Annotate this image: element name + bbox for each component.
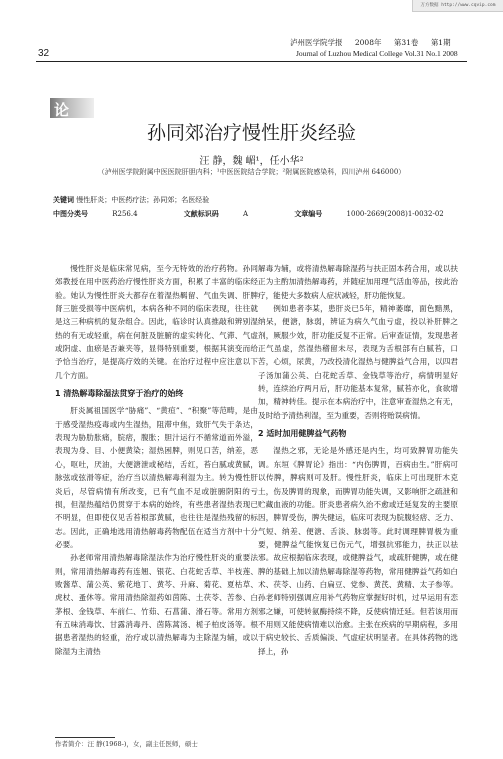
- section-tag-label: 论 著: [54, 101, 73, 140]
- source-watermark: 万方数据 http://www.cqvip.com: [412, 0, 503, 12]
- doc-code-value: A: [243, 210, 249, 218]
- keywords-value: 慢性肝炎；中医药疗法；孙同郊；名医经验: [76, 196, 210, 204]
- section-tag: [48, 98, 96, 140]
- body-column-right: [258, 262, 458, 658]
- section-heading-1: 1 清热解毒除湿法贯穿于治疗的始终: [55, 389, 184, 399]
- clc-value: R256.4: [112, 210, 138, 218]
- classification-line: [53, 209, 488, 219]
- author-footnote: 作者简介：汪 静(1968-)，女，副主任医师，硕士: [55, 740, 198, 748]
- journal-issue: 第1期: [430, 38, 451, 47]
- journal-name-cn: 泸州医学院学报: [290, 38, 343, 47]
- article-no-value: 1000-2669(2008)1-0032-02: [346, 210, 444, 218]
- doc-code-label: 文献标识码: [183, 210, 219, 218]
- body-column-left: [55, 262, 258, 658]
- paragraph-intro: 慢性肝炎是临床常见病，至今无特效的治疗药物。孙同郊教授在用中医药治疗慢性肝炎方面，积累了丰富的临床经验。她认为慢性肝炎大都存在着湿热羁留、气血失调、肝脾肾三脏受损等中医病机，本病各种不同的临床表现，往往就是这三种病机的复杂组合。因此，临诊时认真推敲和辨别湿热的有无或轻重，病在何脏及脏腑的虚实转化、气滞、气虚或阴虚、血瘀是否兼夹等，显得特别重要，根据其演变而给予恰当治疗，是提高疗效的关键。在治疗过程中应注意以下几个方面。: [55, 264, 258, 380]
- paragraph-case-example: 例如患者李某，患肝炎已5年，精神萎靡，面色黯黑，纳呆，便溏，脉弱，辨证为病久气血亏虚，投以补肝脾之剂，厥服少效，肝功能反复不正常。后审查证情，发现患者正气虽虚，然湿热稽留未尽，表现为舌根部有白腻苔，口苦，心烦，尿黄，乃改投清化湿热与健脾益气合用，以四君子汤加蒲公英、白花蛇舌草、金钱草等治疗，病情明显好转，连续治疗两月后，肝功能基本复常，腻苔亦化，食欲增加，精神转佳。提示在本病治疗中，注意审查湿热之有无，及时给予清热利湿，至为重要，否则将贻误病情。: [258, 304, 458, 420]
- keywords-line: [53, 195, 209, 205]
- journal-header-cn: [290, 37, 461, 48]
- journal-volume: 第31卷: [393, 38, 419, 47]
- page-number: 32: [38, 48, 50, 59]
- keywords-label: 关键词: [53, 196, 74, 204]
- clc-label: 中图分类号: [53, 210, 88, 218]
- footnote-divider: [55, 737, 115, 738]
- journal-year: 2008年: [354, 38, 382, 47]
- article-title: 孙同郊治疗慢性肝炎经验: [146, 122, 356, 144]
- paragraph-section2: 湿热之邪，无论是外感还是内生，均可致脾胃功能失调。东垣《脾胃论》指出：“内伤脾胃，百病由生。”肝病可以传脾，脾病则可及肝。慢性肝炎，临床上可出现肝木克土，伤及脾胃的现象，而脾胃功能失调，又影响肝之疏泄和贮藏血液的功能。肝炎患者病久治不愈或迁延复发的主要原因，脾胃受伤，脾失健运，临床可表现为脘腹轻痞、乏力、气短、纳差、便溏、舌淡、脉弱等。此时调理脾胃极为重要，健脾益气能恢复已伤元气，增强抗邪能力，扶正以祛邪。故应根据临床表现，或健脾益气，或疏肝健脾，或在健脾的基础上加以清热解毒除湿等药物，常用健脾益气药如白术、茯苓、山药、白扁豆、党参、黄芪、黄精、太子参等。孙老师特别强调应用补气药物应掌握好时机，过早运用有恋邪之嫌，可使转氨酶持续不降，反使病情迁延。但若该用而不用则又能使病情难以治愈。主张在疾病的早期病程，多用于病史较长、舌质偏淡、气虚症状明显者。在具体药物的选择上，孙: [258, 446, 458, 656]
- article-authors: 汪 静，魏 嵋¹，任小华²: [199, 156, 304, 167]
- article-no-label: 文章编号: [294, 210, 323, 218]
- article-affiliation: （泸州医学院附属中医医院肝胆内科；¹中医医院结合学院；²附属医院感染科，四川泸州 646000）: [97, 168, 406, 176]
- section-heading-2: 2 适时加用健脾益气药物: [258, 429, 347, 439]
- journal-header-en: Journal of Luzhou Medical College Vol.31 No.1 2008: [296, 49, 458, 58]
- header-divider: [36, 61, 467, 62]
- paragraph-section1-b: 孙老师常用清热解毒除湿法作为治疗慢性肝炎的重要法则，常用清热解毒药有连翘、银花、白花蛇舌草、半枝莲、败酱草、蒲公英、紫花地丁、黄芩、升麻、菊花、夏枯草、虎杖、蚤休等。常用清热除湿药如茵陈、土茯苓、苦参、白茅根、金钱草、车前仁、竹茹、石菖蒲、滑石等。常用方剂有五味消毒饮、甘露消毒丹、茵陈蒿汤、栀子柏皮汤等。根据患者湿热的轻重，治疗或以清热解毒为主除湿为辅，或以除湿为主清热: [55, 553, 258, 656]
- paragraph-section1-c: 解毒为辅，或将清热解毒除湿药与扶正固本药合用，或以扶正为主酌加清热解毒药，并随症加用理气活血等品，按此治疗，能使大多数病人症状减轻，肝功能恢复。: [258, 264, 458, 300]
- paragraph-section1-a: 肝炎属祖国医学“胁痛”、“黄疸”、“积聚”等范畴，是由于感受湿热疫毒或内生湿热，阻滞中焦，致肝气失于条达，表现为胁肋胀痛，脘痞，腹胀；胆汁运行不循常道而外溢，表现为身、目、小便黄染；湿热困脾，则见口苦，纳差，恶心，呕吐，厌油，大便溏泄或秘结，舌红，苔白腻或黄腻，脉弦或弦滑等症，治疗当以清热解毒利湿为主。转为慢性肝炎后，尽管病情有所改变，已有气血不足或脏腑阴阳的亏损，但湿热蕴结仍贯穿于本病的始终，有些患者湿热表现已不明显，但即使仅见舌苔根部黄腻，也往往是湿热残留的标志。因此，正确地选用清热解毒药物配伍在适当方剂中十分必要。: [55, 406, 258, 549]
